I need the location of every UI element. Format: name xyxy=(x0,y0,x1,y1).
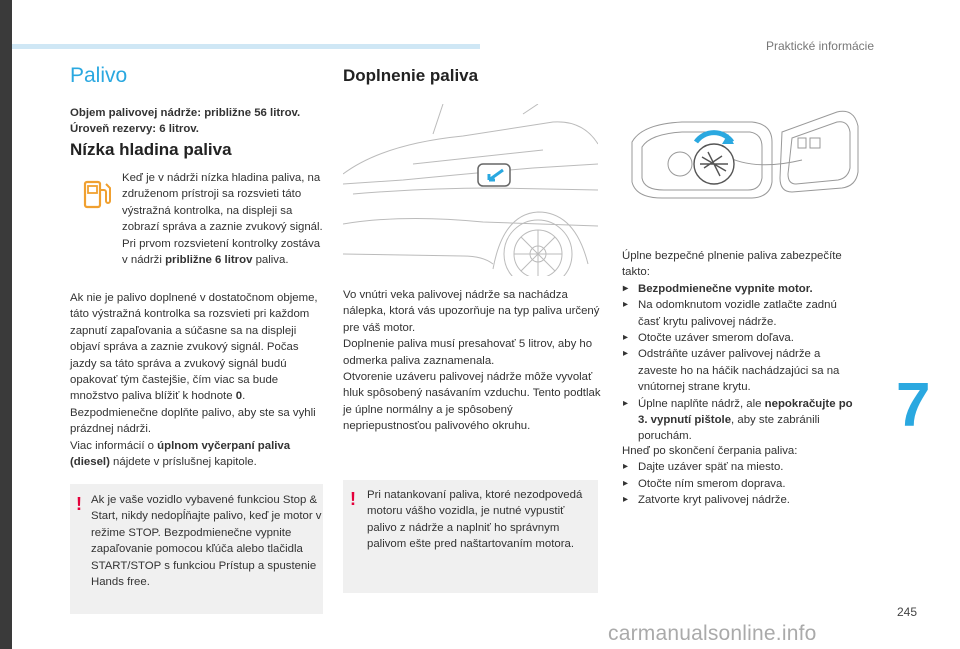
sticker-note: Vo vnútri veka palivovej nádrže sa nachádza nálepka, ktorá vás upozorňuje na typ paliva určený pre váš motor. xyxy=(343,289,600,334)
reserve-line: Úroveň rezervy: 6 litrov. xyxy=(70,123,199,136)
more-info xyxy=(70,438,328,471)
step-text: Úplne naplňte nádrž, ale xyxy=(638,397,765,410)
warning-text-stop-start: Ak je vaše vozidlo vybavené funkciou Stop & Start, nikdy nedopĺňajte palivo, keď je motor v režime STOP. Bezpodmienečne vypnite zapaľovanie pomocou kľúča alebo tlačidla START/STOP s funkciou Prístup a spustenie Hands free. xyxy=(91,494,322,589)
chapter-number: 7 xyxy=(896,371,931,440)
low-fuel-reserve: približne 6 litrov xyxy=(165,254,253,267)
body1-end: . xyxy=(242,390,246,403)
capacity-line: Objem palivovej nádrže: približne 56 litrov. xyxy=(70,107,301,119)
low-fuel-body xyxy=(70,290,328,470)
after-step-item: ▸ Otočte ním smerom doprava. xyxy=(622,476,860,492)
step-item: ▸ Odstráňte uzáver palivovej nádrže a zaveste ho na háčik nachádzajúci sa na vnútornej strane krytu. xyxy=(622,346,860,395)
fuel-pump-icon xyxy=(82,178,112,210)
fuel-cap-illustration xyxy=(622,102,862,202)
watermark: carmanualsonline.info xyxy=(608,622,817,645)
warning-icon: ! xyxy=(76,494,82,514)
vacuum-note: Otvorenie uzáveru palivovej nádrže môže vyvolať hluk spôsobený nasávaním vzduchu. Tento podtlak je úplne normálny a je spôsobený nepriepustnosťou palivového okruhu. xyxy=(343,371,601,433)
step-item: ▸ Na odomknutom vozidle zatlačte zadnú časť krytu palivovej nádrže. xyxy=(622,297,860,330)
after-step-item: ▸ Dajte uzáver späť na miesto. xyxy=(622,459,860,475)
warning-icon: ! xyxy=(350,489,356,509)
step-item: ▸ Bezpodmienečne vypnite motor. xyxy=(622,281,860,297)
after-intro: Hneď po skončení čerpania paliva: xyxy=(622,445,798,457)
body3-end: nájdete v príslušnej kapitole. xyxy=(109,456,257,469)
page-number: 245 xyxy=(897,605,918,619)
body1-text: Ak nie je palivo doplnené v dostatočnom objeme, táto výstražná kontrolka sa rozsvieti pri každom zapnutí zapaľovania a súčasne sa na displeji objaví správa a zaznie zvukový signál. Počas jazdy sa táto správa a zvukový signál budú opakovať tým častejšie, čím viac sa bude množstvo paliva blížiť k hodnote xyxy=(70,292,318,403)
low-fuel-text-end: paliva. xyxy=(252,254,289,267)
car-fuel-flap-illustration xyxy=(343,104,598,276)
after-refuel xyxy=(622,443,860,509)
refuel-title: Doplnenie paliva xyxy=(343,66,479,85)
refuel-procedure xyxy=(622,248,860,445)
step-bold: nepokračujte po 3. vypnutí pištole xyxy=(638,397,853,427)
body3-bold: úplnom vyčerpaní paliva (diesel) xyxy=(70,439,291,469)
low-fuel-paragraph xyxy=(70,290,328,405)
low-fuel-text xyxy=(122,170,327,268)
body3-text: Viac informácií o xyxy=(70,439,158,452)
header-bar xyxy=(12,44,480,49)
body1-bold: 0 xyxy=(235,390,243,403)
warning-text-wrong-fuel: Pri natankovaní paliva, ktoré nezodpovedá motoru vášho vozidla, je nutné vypustiť palivo z nádrže a naplniť ho správnym palivom ešte pred naštartovaním motora. xyxy=(367,489,583,551)
fuel-capacity xyxy=(70,105,330,138)
low-fuel-text-start: Keď je v nádrži nízka hladina paliva, na združenom prístroji sa rozsvieti táto výstražná kontrolka, na displeji sa zobrazí správa a zaznie zvukový signál. Pri prvom rozsvietení kontrolky zostáva v nádrži xyxy=(122,172,323,267)
procedure-intro: Úplne bezpečné plnenie paliva zabezpečíte takto: xyxy=(622,250,842,279)
page-edge xyxy=(0,0,12,649)
after-step-item: ▸ Zatvorte kryt palivovej nádrže. xyxy=(622,492,860,508)
step-item: ▸ Otočte uzáver smerom doľava. xyxy=(622,330,860,346)
refuel-body xyxy=(343,287,601,435)
refuel-advice: Bezpodmienečne doplňte palivo, aby ste sa vyhli prázdnej nádrži. xyxy=(70,406,316,436)
step-item xyxy=(622,396,860,445)
minimum-volume-note: Doplnenie paliva musí presahovať 5 litrov, aby ho odmerka paliva zaznamenala. xyxy=(343,338,593,367)
fuel-title: Palivo xyxy=(70,64,128,87)
procedure-steps xyxy=(622,281,860,445)
section-header: Praktické informácie xyxy=(765,39,874,53)
after-steps xyxy=(622,459,860,508)
step-text-end: , aby ste zabránili poruchám. xyxy=(638,414,820,443)
low-fuel-title: Nízka hladina paliva xyxy=(70,140,232,159)
